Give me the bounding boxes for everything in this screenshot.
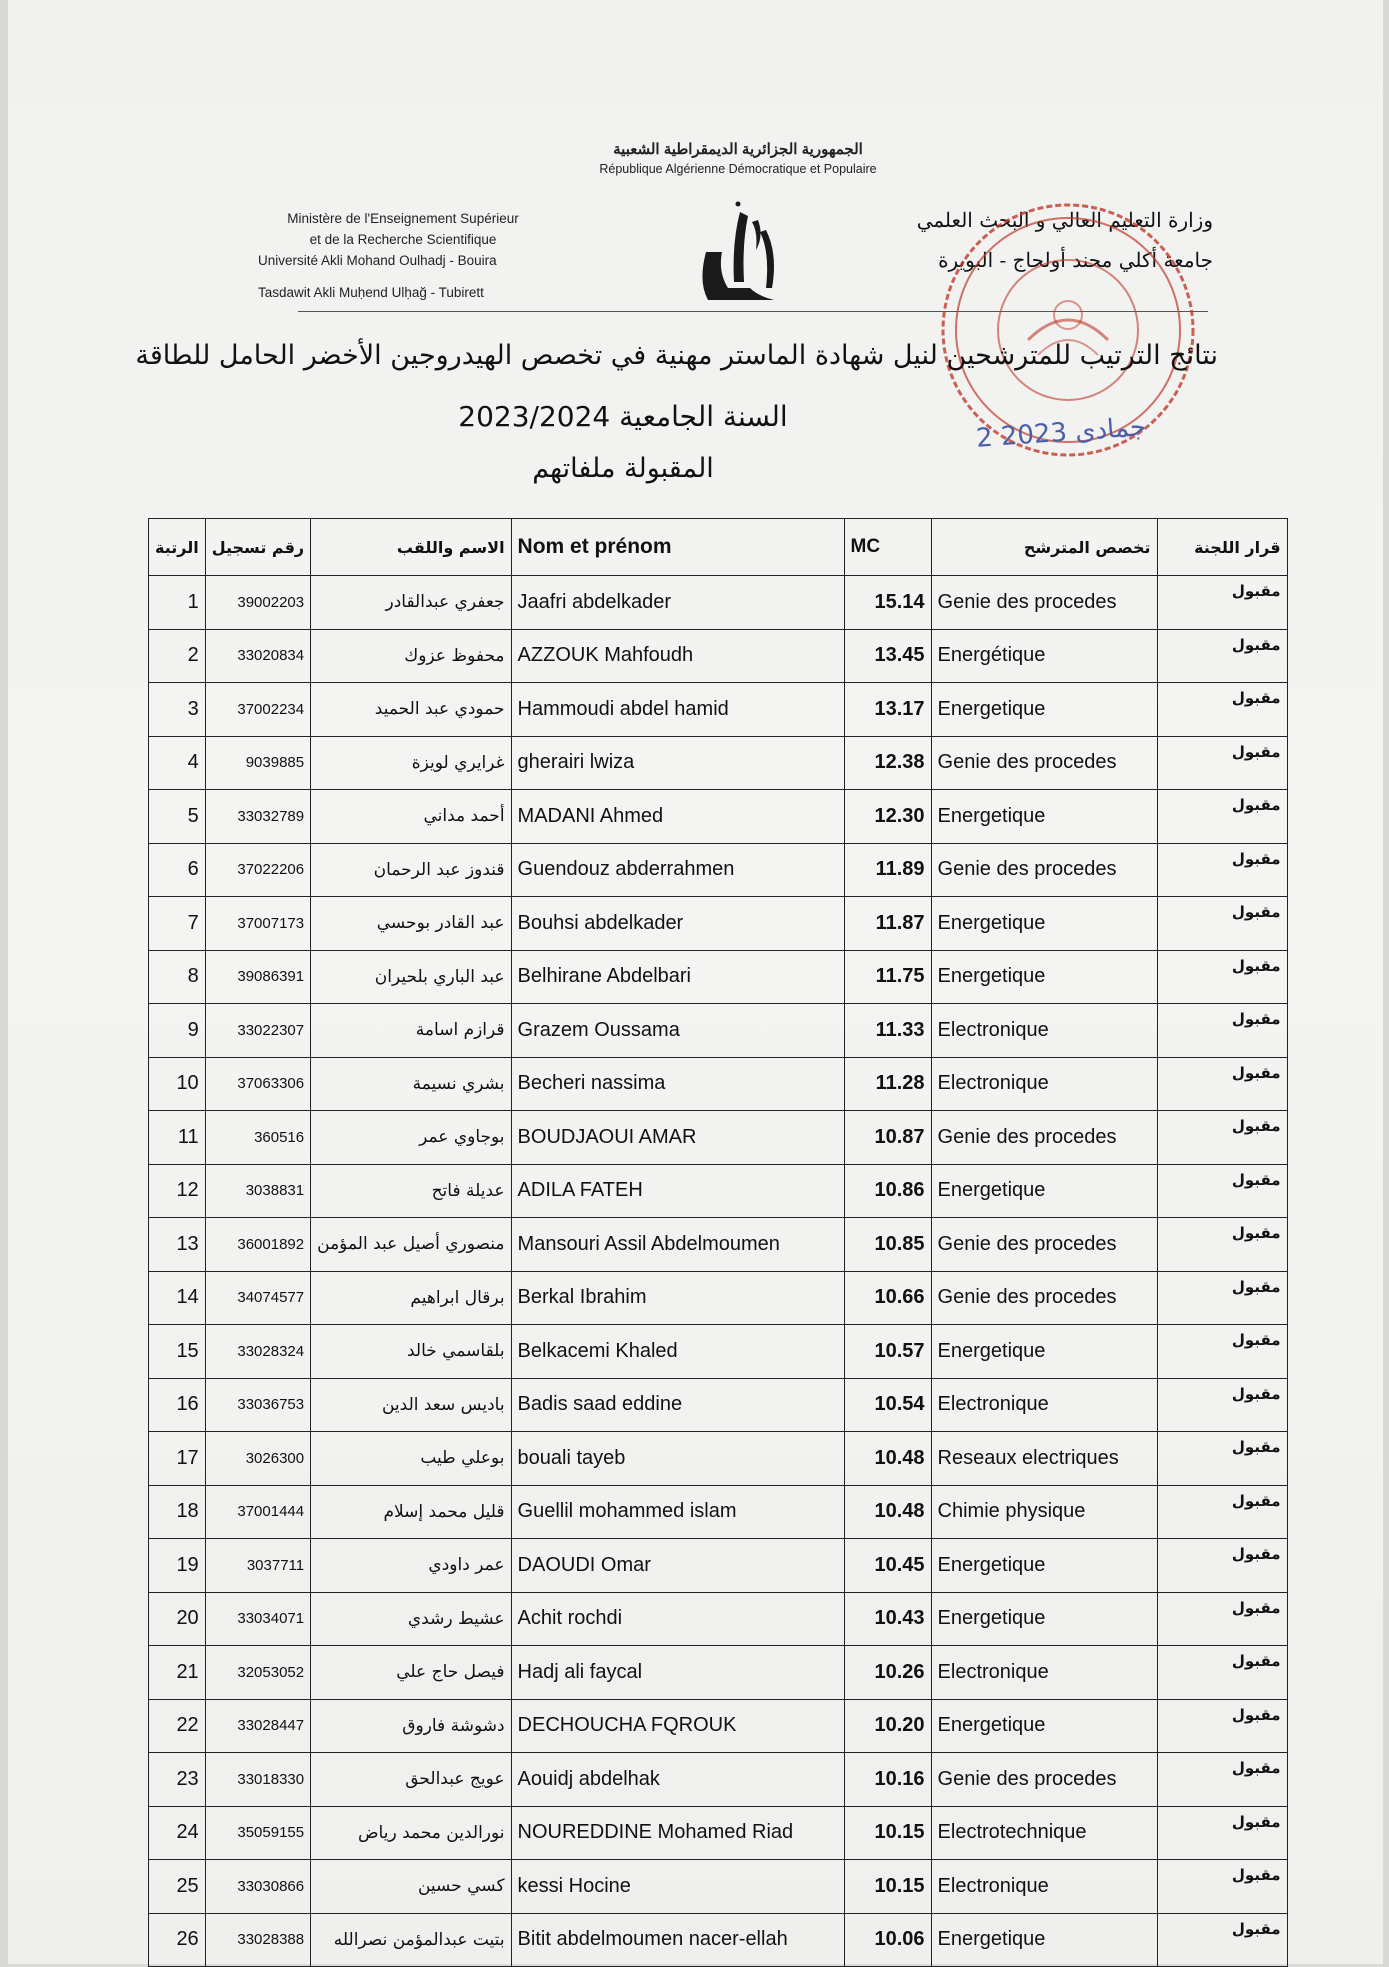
cell-name-fr: Achit rochdi [511,1592,844,1646]
cell-registration: 360516 [205,1111,310,1165]
cell-mc: 11.75 [844,950,931,1004]
cell-decision: مقبول [1157,1378,1287,1432]
table-row [149,629,1288,683]
cell-name-fr: ADILA FATEH [511,1164,844,1218]
cell-name-ar: عشيط رشدي [311,1592,511,1646]
cell-name-fr: Berkal Ibrahim [511,1271,844,1325]
cell-name-fr: Belhirane Abdelbari [511,950,844,1004]
republic-ar: الجمهورية الجزائرية الديمقراطية الشعبية [613,141,863,158]
cell-registration: 33028447 [205,1699,310,1753]
cell-name-ar: أحمد مداني [311,790,511,844]
cell-name-fr: Guendouz abderrahmen [511,843,844,897]
cell-mc: 10.85 [844,1218,931,1272]
cell-name-ar: عويج عبدالحق [311,1753,511,1807]
table-row [149,1218,1288,1272]
cell-rank: 20 [149,1592,206,1646]
cell-rank: 19 [149,1539,206,1593]
cell-decision: مقبول [1157,736,1287,790]
cell-name-fr: Hadj ali faycal [511,1646,844,1700]
table-row [149,843,1288,897]
cell-mc: 10.15 [844,1806,931,1860]
cell-specialty: Energetique [931,1592,1157,1646]
cell-mc: 10.86 [844,1164,931,1218]
cell-name-fr: Mansouri Assil Abdelmoumen [511,1218,844,1272]
cell-name-fr: Badis saad eddine [511,1378,844,1432]
cell-name-fr: DECHOUCHA FQROUK [511,1699,844,1753]
cell-registration: 33030866 [205,1860,310,1914]
cell-mc: 13.45 [844,629,931,683]
table-row [149,1860,1288,1914]
header-rank: الرتبة [149,519,206,576]
cell-mc: 10.20 [844,1699,931,1753]
cell-decision: مقبول [1157,629,1287,683]
table-row [149,1325,1288,1379]
cell-decision: مقبول [1157,1164,1287,1218]
cell-mc: 10.48 [844,1432,931,1486]
cell-registration: 33022307 [205,1004,310,1058]
cell-name-fr: Bouhsi abdelkader [511,897,844,951]
cell-name-ar: حمودي عبد الحميد [311,683,511,737]
cell-rank: 7 [149,897,206,951]
cell-mc: 10.06 [844,1913,931,1967]
cell-specialty: Energetique [931,1913,1157,1967]
cell-name-fr: BOUDJAOUI AMAR [511,1111,844,1165]
cell-rank: 13 [149,1218,206,1272]
title-line-1: نتائج الترتيب للمترشحين لنيل شهادة الماستر مهنية في تخصص الهيدروجين الأخضر الحامل للطاقة [135,340,1218,371]
cell-rank: 2 [149,629,206,683]
cell-specialty: Energetique [931,790,1157,844]
handwritten-date: 2 جمادى 2023 [975,412,1148,454]
cell-rank: 10 [149,1057,206,1111]
cell-registration: 33032789 [205,790,310,844]
cell-specialty: Genie des procedes [931,1753,1157,1807]
cell-rank: 9 [149,1004,206,1058]
cell-name-fr: Grazem Oussama [511,1004,844,1058]
cell-registration: 9039885 [205,736,310,790]
university-logo [688,192,788,312]
cell-registration: 37022206 [205,843,310,897]
cell-decision: مقبول [1157,1699,1287,1753]
header-name-fr: Nom et prénom [511,519,844,576]
cell-decision: مقبول [1157,1325,1287,1379]
cell-decision: مقبول [1157,1111,1287,1165]
table-row [149,1806,1288,1860]
cell-specialty: Electronique [931,1004,1157,1058]
cell-name-ar: محفوظ عزوك [311,629,511,683]
cell-registration: 32053052 [205,1646,310,1700]
cell-rank: 15 [149,1325,206,1379]
table-row [149,1004,1288,1058]
cell-name-ar: باديس سعد الدين [311,1378,511,1432]
cell-name-ar: بوعلي طيب [311,1432,511,1486]
cell-registration: 3038831 [205,1164,310,1218]
table-row [149,1592,1288,1646]
cell-specialty: Electronique [931,1860,1157,1914]
cell-name-fr: gherairi lwiza [511,736,844,790]
table-row [149,1111,1288,1165]
cell-specialty: Electronique [931,1378,1157,1432]
table-row [149,1753,1288,1807]
cell-rank: 22 [149,1699,206,1753]
table-row [149,1432,1288,1486]
cell-decision: مقبول [1157,576,1287,630]
cell-mc: 10.54 [844,1378,931,1432]
cell-specialty: Genie des procedes [931,1271,1157,1325]
ministry-block-fr [258,208,548,303]
cell-decision: مقبول [1157,1271,1287,1325]
cell-name-ar: قرازم اسامة [311,1004,511,1058]
cell-registration: 37001444 [205,1485,310,1539]
cell-decision: مقبول [1157,1646,1287,1700]
cell-decision: مقبول [1157,1004,1287,1058]
table-row [149,1913,1288,1967]
document-page [8,0,1383,1964]
cell-name-ar: جعفري عبدالقادر [311,576,511,630]
cell-name-fr: Guellil mohammed islam [511,1485,844,1539]
cell-specialty: Reseaux electriques [931,1432,1157,1486]
cell-specialty: Energetique [931,1325,1157,1379]
cell-name-ar: بوجاوي عمر [311,1111,511,1165]
cell-specialty: Electronique [931,1057,1157,1111]
cell-name-ar: منصوري أصيل عبد المؤمن [311,1218,511,1272]
cell-name-fr: DAOUDI Omar [511,1539,844,1593]
cell-mc: 11.87 [844,897,931,951]
title-line-2: السنة الجامعية 2023/2024 [458,400,788,433]
cell-name-ar: عديلة فاتح [311,1164,511,1218]
cell-specialty: Genie des procedes [931,1111,1157,1165]
cell-rank: 3 [149,683,206,737]
results-table [148,518,1288,1967]
cell-name-fr: MADANI Ahmed [511,790,844,844]
ministry-ar: وزارة التعليم العالي و البحث العلمي [916,208,1213,232]
table-row [149,790,1288,844]
cell-name-fr: AZZOUK Mahfoudh [511,629,844,683]
cell-mc: 11.28 [844,1057,931,1111]
cell-registration: 39002203 [205,576,310,630]
cell-mc: 10.45 [844,1539,931,1593]
header-decision: قرار اللجنة [1157,519,1287,576]
cell-name-ar: فيصل حاج علي [311,1646,511,1700]
university-line-kabyle: Tasdawit Akli Muḥend Ulḥağ - Tubirett [258,285,484,300]
cell-registration: 3026300 [205,1432,310,1486]
cell-decision: مقبول [1157,1913,1287,1967]
cell-rank: 8 [149,950,206,1004]
cell-mc: 15.14 [844,576,931,630]
cell-name-ar: عمر داودي [311,1539,511,1593]
cell-rank: 17 [149,1432,206,1486]
university-line-fr: Université Akli Mohand Oulhadj - Bouira [258,253,497,268]
cell-decision: مقبول [1157,1057,1287,1111]
table-row [149,950,1288,1004]
cell-decision: مقبول [1157,843,1287,897]
cell-decision: مقبول [1157,1485,1287,1539]
cell-mc: 10.26 [844,1646,931,1700]
table-row [149,736,1288,790]
cell-rank: 24 [149,1806,206,1860]
table-row [149,1539,1288,1593]
cell-name-fr: kessi Hocine [511,1860,844,1914]
cell-rank: 26 [149,1913,206,1967]
cell-registration: 34074577 [205,1271,310,1325]
cell-specialty: Electronique [931,1646,1157,1700]
cell-specialty: Energetique [931,950,1157,1004]
cell-decision: مقبول [1157,790,1287,844]
cell-name-fr: Aouidj abdelhak [511,1753,844,1807]
cell-rank: 1 [149,576,206,630]
cell-mc: 10.48 [844,1485,931,1539]
cell-name-ar: قندوز عبد الرحمان [311,843,511,897]
cell-name-ar: قليل محمد إسلام [311,1485,511,1539]
cell-specialty: Genie des procedes [931,736,1157,790]
table-row [149,1378,1288,1432]
cell-registration: 33036753 [205,1378,310,1432]
cell-decision: مقبول [1157,1432,1287,1486]
table-row [149,1057,1288,1111]
cell-rank: 4 [149,736,206,790]
cell-specialty: Energetique [931,1164,1157,1218]
header-registration: رقم تسجيل [205,519,310,576]
cell-mc: 13.17 [844,683,931,737]
cell-rank: 12 [149,1164,206,1218]
cell-registration: 33020834 [205,629,310,683]
cell-rank: 23 [149,1753,206,1807]
cell-specialty: Chimie physique [931,1485,1157,1539]
cell-mc: 12.30 [844,790,931,844]
ministry-line-1: Ministère de l'Enseignement Supérieur [287,211,519,226]
ministry-line-2: et de la Recherche Scientifique [309,232,497,247]
cell-specialty: Genie des procedes [931,1218,1157,1272]
cell-decision: مقبول [1157,1592,1287,1646]
cell-name-ar: بتيت عبدالمؤمن نصرالله [311,1913,511,1967]
cell-decision: مقبول [1157,950,1287,1004]
cell-rank: 14 [149,1271,206,1325]
cell-rank: 21 [149,1646,206,1700]
cell-specialty: Energétique [931,629,1157,683]
cell-name-ar: كسي حسين [311,1860,511,1914]
cell-name-ar: دشوشة فاروق [311,1699,511,1753]
cell-specialty: Electrotechnique [931,1806,1157,1860]
cell-registration: 37007173 [205,897,310,951]
cell-mc: 10.87 [844,1111,931,1165]
cell-rank: 18 [149,1485,206,1539]
cell-name-fr: NOUREDDINE Mohamed Riad [511,1806,844,1860]
cell-registration: 35059155 [205,1806,310,1860]
cell-specialty: Energetique [931,897,1157,951]
cell-registration: 36001892 [205,1218,310,1272]
cell-specialty: Genie des procedes [931,576,1157,630]
cell-registration: 39086391 [205,950,310,1004]
title-line-3: المقبولة ملفاتهم [532,453,714,484]
cell-name-ar: بشري نسيمة [311,1057,511,1111]
cell-mc: 10.15 [844,1860,931,1914]
header-name-ar: الاسم واللقب [311,519,511,576]
cell-decision: مقبول [1157,897,1287,951]
cell-decision: مقبول [1157,1860,1287,1914]
table-row [149,683,1288,737]
table-row [149,1699,1288,1753]
cell-registration: 33028324 [205,1325,310,1379]
table-header-row [149,519,1288,576]
cell-registration: 33018330 [205,1753,310,1807]
cell-specialty: Energetique [931,1699,1157,1753]
cell-mc: 10.43 [844,1592,931,1646]
cell-registration: 3037711 [205,1539,310,1593]
cell-name-ar: عبد الباري بلحيران [311,950,511,1004]
cell-name-ar: غرايري لويزة [311,736,511,790]
table-row [149,1485,1288,1539]
cell-rank: 6 [149,843,206,897]
header-specialty: تخصص المترشح [931,519,1157,576]
cell-mc: 11.33 [844,1004,931,1058]
cell-registration: 33028388 [205,1913,310,1967]
cell-decision: مقبول [1157,1806,1287,1860]
cell-name-fr: Belkacemi Khaled [511,1325,844,1379]
cell-name-ar: برقال ابراهيم [311,1271,511,1325]
cell-rank: 16 [149,1378,206,1432]
republic-fr: République Algérienne Démocratique et Populaire [599,162,877,176]
table-row [149,1271,1288,1325]
cell-registration: 33034071 [205,1592,310,1646]
table-row [149,1164,1288,1218]
cell-registration: 37002234 [205,683,310,737]
cell-decision: مقبول [1157,1539,1287,1593]
table-row [149,1646,1288,1700]
cell-name-fr: Hammoudi abdel hamid [511,683,844,737]
cell-specialty: Genie des procedes [931,843,1157,897]
cell-rank: 25 [149,1860,206,1914]
cell-name-fr: Jaafri abdelkader [511,576,844,630]
cell-mc: 11.89 [844,843,931,897]
header-mc: MC [844,519,931,576]
university-ar: جامعة أكلي محند أولحاج - البويرة [938,248,1213,272]
cell-name-ar: بلقاسمي خالد [311,1325,511,1379]
republic-block [563,140,913,176]
cell-name-fr: bouali tayeb [511,1432,844,1486]
cell-name-fr: Bitit abdelmoumen nacer-ellah [511,1913,844,1967]
cell-mc: 10.16 [844,1753,931,1807]
cell-specialty: Energetique [931,1539,1157,1593]
cell-mc: 10.57 [844,1325,931,1379]
cell-registration: 37063306 [205,1057,310,1111]
cell-rank: 11 [149,1111,206,1165]
cell-mc: 10.66 [844,1271,931,1325]
cell-mc: 12.38 [844,736,931,790]
cell-name-ar: عبد القادر بوحسي [311,897,511,951]
table-row [149,897,1288,951]
cell-name-ar: نورالدين محمد رياض [311,1806,511,1860]
cell-rank: 5 [149,790,206,844]
cell-decision: مقبول [1157,1218,1287,1272]
cell-decision: مقبول [1157,683,1287,737]
table-row [149,576,1288,630]
cell-specialty: Energetique [931,683,1157,737]
cell-name-fr: Becheri nassima [511,1057,844,1111]
cell-decision: مقبول [1157,1753,1287,1807]
